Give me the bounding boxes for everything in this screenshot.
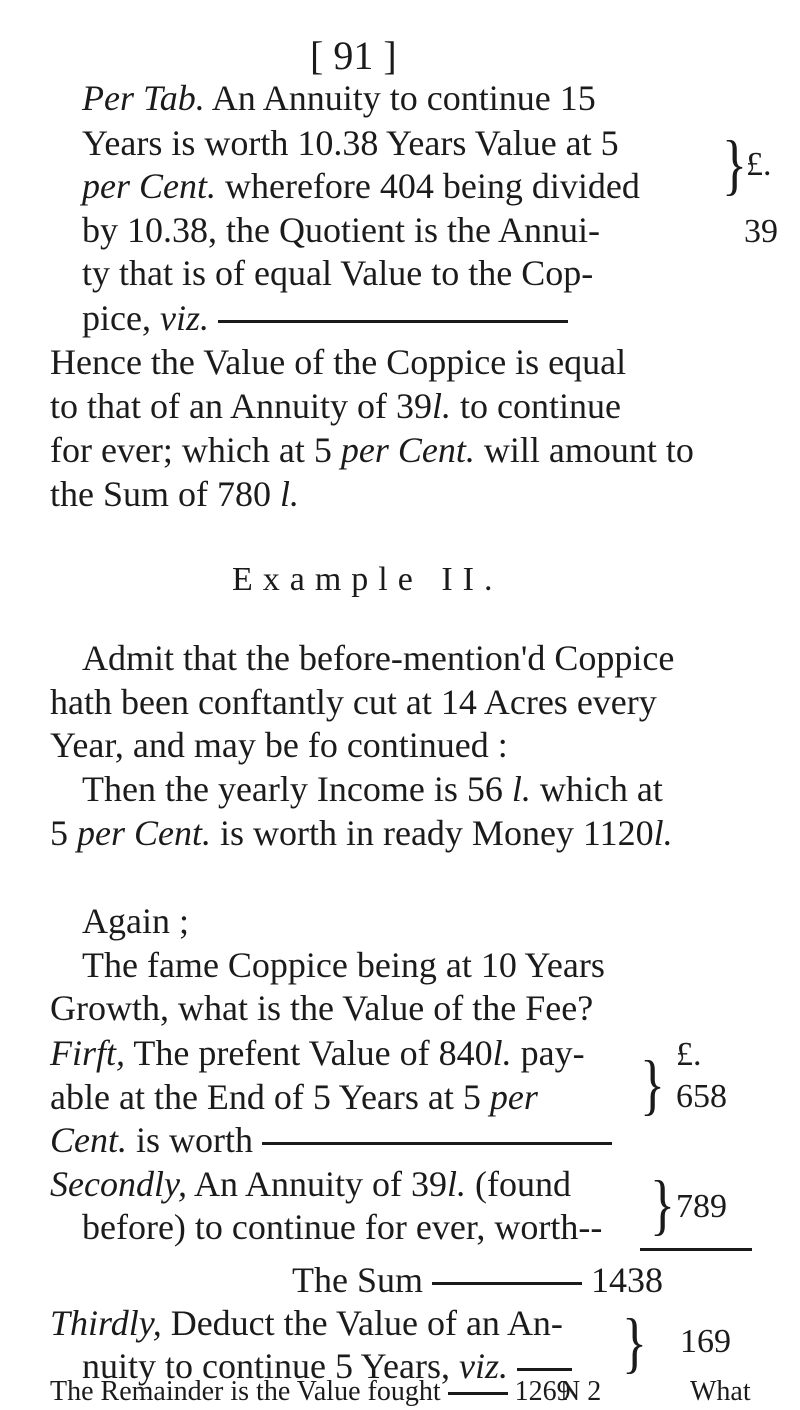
text-line: Year, and may be fo continued : [50,725,508,765]
text-line: nuity to continue 5 Years, viz. [82,1348,572,1384]
leader-dash [517,1368,572,1371]
value-169: 169 [680,1323,731,1360]
text-line: The Remainder is the Value fought 1269 [50,1376,571,1407]
text-line: Again ; [82,901,189,941]
leader-dash [448,1392,508,1395]
text-line: Admit that the before-mention'd Coppice [82,638,675,678]
text-line: by 10.38, the Quotient is the Annui- [82,210,600,250]
firstly-label: Firft, [50,1033,126,1073]
catchword: What [690,1376,751,1407]
text-line: hath been conftantly cut at 14 Acres every [50,682,657,722]
text-line: The Sum 1438 [292,1260,663,1300]
value-789: 789 [676,1188,727,1225]
book-page: [ 91 ] Per Tab. An Annuity to continue 15 Years is worth 10.38 Years Value at 5 per Cent. wherefore 404 being divided by 10.38, the Quotient is the Annui- ty that is of equal Value to the Cop- pice, viz. } £. 39 Hence the Value of the Coppice is equal to that of an Annuity of 39l. to continue for ever; which at 5 per Cent. will amount to the Sum of 780 l. Example II. Admit that the before-mention'd Coppice hath been conftantly cut at 14 Acres every Year, and may be fo continued : Then the yearly Income is 56 l. which at 5 per Cent. is worth in ready Money 1120l. Again ; The fame Coppice being at 10 Years Growth, what is the Value of the Fee? Firft, The prefent Value of 840l. pay- able at the End of 5 Years at 5 per Cent. is worth } £. 658 Secondly, An Annuity of 39l. (found before) to continue for ever, worth-- } 789 The Sum 1438 Thirdly, Deduct the Value of an An- nuity to continue 5 Years, viz. } 169 The Remainder is the Value fought 1269 What N 2 [50,33,778,1407]
text-line: Firft, The prefent Value of 840l. pay- [50,1033,585,1073]
thirdly-label: Thirdly, [50,1303,162,1343]
value-39: 39 [744,213,778,250]
text-line: Cent. is worth [50,1122,612,1158]
text-line: Per Tab. An Annuity to continue 15 [82,78,596,118]
text-line: Secondly, An Annuity of 39l. (found [50,1164,571,1204]
text-line: before) to continue for ever, worth-- [82,1207,603,1247]
text-line: the Sum of 780 l. [50,474,300,514]
text-line: Growth, what is the Value of the Fee? [50,988,594,1028]
secondly-label: Secondly, [50,1164,187,1204]
text-line: to that of an Annuity of 39l. to continue [50,386,621,426]
text-line: The fame Coppice being at 10 Years [82,945,605,985]
leader-dash [262,1142,612,1145]
text-line: for ever; which at 5 per Cent. will amount to [50,430,694,470]
text-line: per Cent. wherefore 404 being divided [82,166,640,206]
leader-dash [218,320,568,323]
value-unit: £. [676,1036,702,1073]
signature-mark: N 2 [560,1376,602,1407]
section-heading: Example II. [232,561,503,598]
value-658: 658 [676,1078,727,1115]
value-1269: 1269 [514,1376,571,1407]
text-line: Years is worth 10.38 Years Value at 5 [82,123,619,163]
text-line: 5 per Cent. is worth in ready Money 1120l. [50,813,673,853]
text-line: Hence the Value of the Coppice is equal [50,342,627,382]
per-tab-label: Per Tab. [82,78,205,118]
text-line: able at the End of 5 Years at 5 per [50,1077,538,1117]
value-unit: £. [746,146,772,183]
value-1438: 1438 [591,1260,663,1300]
text-line: Then the yearly Income is 56 l. which at [82,769,663,809]
text-line: ty that is of equal Value to the Cop- [82,253,594,293]
text-line: pice, viz. [82,300,568,336]
sum-rule [640,1248,752,1251]
text-line: Thirdly, Deduct the Value of an An- [50,1303,563,1343]
leader-dash [432,1282,582,1285]
page-number: [ 91 ] [310,33,397,78]
